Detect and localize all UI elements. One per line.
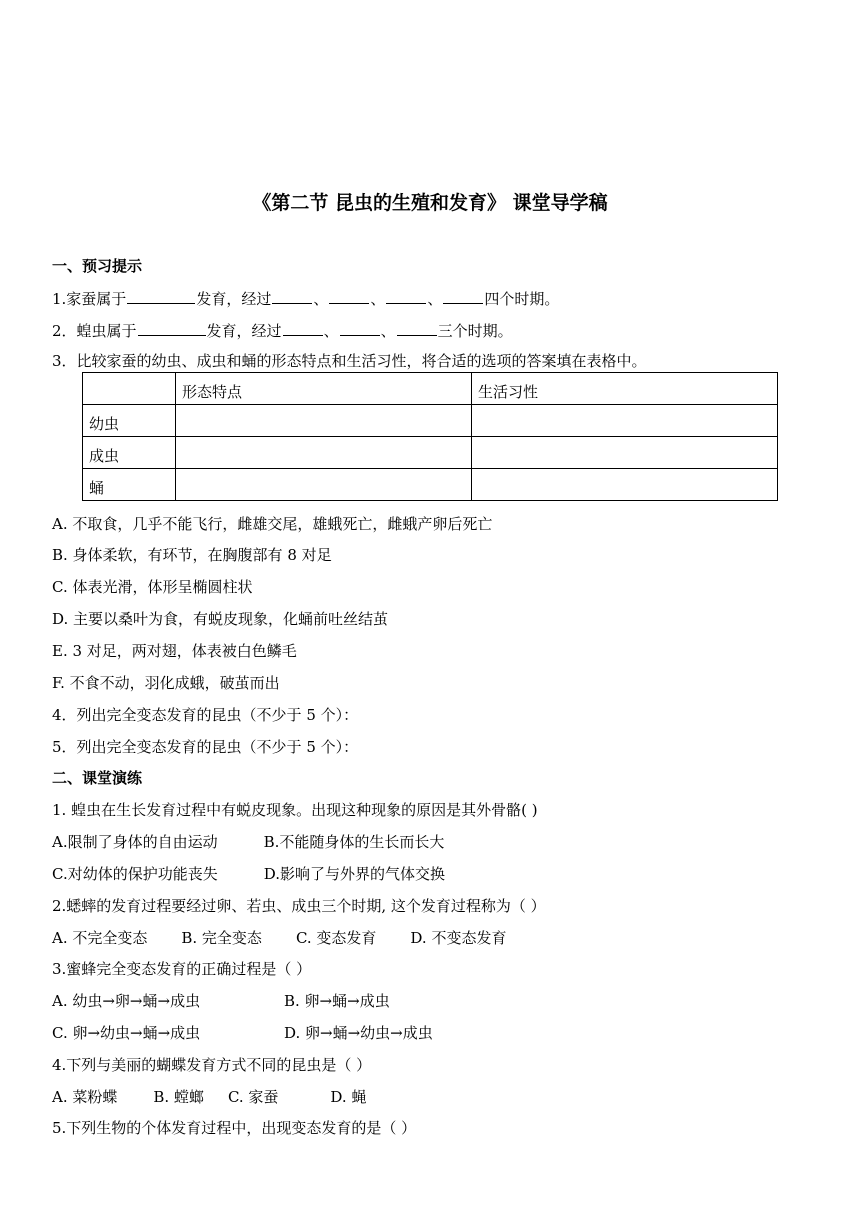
preview-question-4: 4．列出完全变态发育的昆虫（不少于 5 个）： xyxy=(52,706,359,724)
practice-question-1-options-row-2 xyxy=(52,864,445,884)
preview-question-1: 1.家蚕属于 发育，经过 、 、 、 四个时期。 xyxy=(52,290,560,308)
answer-blank[interactable] xyxy=(329,288,369,304)
choice-option[interactable]: D.影响了与外界的气体交换 xyxy=(263,865,445,883)
table-answer-cell[interactable] xyxy=(472,469,778,501)
answer-blank[interactable] xyxy=(283,320,323,336)
table-header-cell xyxy=(83,373,176,405)
table-row xyxy=(83,469,778,501)
option-a: A. 不取食，几乎不能飞行，雌雄交尾，雄蛾死亡，雌蛾产卵后死亡 xyxy=(52,515,493,533)
practice-question-5: 5.下列生物的个体发育过程中，出现变态发育的是（ ） xyxy=(52,1119,417,1137)
answer-blank[interactable] xyxy=(397,320,437,336)
choice-option[interactable]: A. 不完全变态 xyxy=(52,929,148,947)
table-row-label: 蛹 xyxy=(83,469,176,501)
answer-blank[interactable] xyxy=(386,288,426,304)
choice-option[interactable]: B. 螳螂 xyxy=(153,1088,204,1106)
table-answer-cell[interactable] xyxy=(176,437,472,469)
choice-option[interactable]: B.不能随身体的生长而长大 xyxy=(263,833,445,851)
table-row xyxy=(83,373,778,405)
section-heading-preview: 一、预习提示 xyxy=(52,257,143,275)
table-row xyxy=(83,405,778,437)
option-e: E. 3 对足，两对翅，体表被白色鳞毛 xyxy=(52,642,297,660)
practice-question-3: 3.蜜蜂完全变态发育的正确过程是（ ） xyxy=(52,960,312,978)
answer-blank[interactable] xyxy=(443,288,483,304)
choice-option[interactable]: A. 幼虫→卵→蛹→成虫 xyxy=(52,992,201,1010)
comparison-table xyxy=(82,372,778,501)
choice-option[interactable]: D. 卵→蛹→幼虫→成虫 xyxy=(284,1024,433,1042)
table-answer-cell[interactable] xyxy=(472,437,778,469)
table-answer-cell[interactable] xyxy=(176,469,472,501)
page-title: 《第二节 昆虫的生殖和发育》 课堂导学稿 xyxy=(252,192,608,214)
practice-question-4-options xyxy=(52,1087,366,1107)
practice-question-2-options xyxy=(52,928,506,948)
answer-blank[interactable] xyxy=(127,288,195,304)
practice-question-2: 2.蟋蟀的发育过程要经过卵、若虫、成虫三个时期, 这个发育过程称为（ ） xyxy=(52,897,546,915)
table-answer-cell[interactable] xyxy=(176,405,472,437)
table-row-label: 幼虫 xyxy=(83,405,176,437)
table-row-label: 成虫 xyxy=(83,437,176,469)
option-d: D. 主要以桑叶为食，有蜕皮现象，化蛹前吐丝结茧 xyxy=(52,610,389,628)
preview-question-5: 5．列出完全变态发育的昆虫（不少于 5 个）： xyxy=(52,738,359,756)
practice-question-4: 4.下列与美丽的蝴蝶发育方式不同的昆虫是（ ） xyxy=(52,1056,372,1074)
option-c: C. 体表光滑，体形呈椭圆柱状 xyxy=(52,578,253,596)
choice-option[interactable]: D. 蝇 xyxy=(330,1088,367,1106)
choice-option[interactable]: C. 卵→幼虫→蛹→成虫 xyxy=(52,1024,201,1042)
preview-question-3: 3．比较家蚕的幼虫、成虫和蛹的形态特点和生活习性，将合适的选项的答案填在表格中。 xyxy=(52,352,647,370)
table-row xyxy=(83,437,778,469)
option-b: B. 身体柔软，有环节，在胸腹部有 8 对足 xyxy=(52,546,332,564)
section-heading-practice: 二、课堂演练 xyxy=(52,769,143,787)
table-header-cell: 形态特点 xyxy=(176,373,472,405)
choice-option[interactable]: C.对幼体的保护功能丧失 xyxy=(52,865,218,883)
table-answer-cell[interactable] xyxy=(472,405,778,437)
choice-option[interactable]: D. 不变态发育 xyxy=(410,929,507,947)
practice-question-1: 1. 蝗虫在生长发育过程中有蜕皮现象。出现这种现象的原因是其外骨骼( ) xyxy=(52,801,538,819)
answer-blank[interactable] xyxy=(272,288,312,304)
practice-question-3-options-row-1 xyxy=(52,991,390,1011)
practice-question-1-options-row-1 xyxy=(52,832,444,852)
answer-blank[interactable] xyxy=(340,320,380,336)
choice-option[interactable]: B. 卵→蛹→成虫 xyxy=(284,992,390,1010)
table-header-cell: 生活习性 xyxy=(472,373,778,405)
preview-question-2: 2．蝗虫属于 发育，经过 、 、 三个时期。 xyxy=(52,322,513,340)
choice-option[interactable]: A. 菜粉蝶 xyxy=(52,1088,118,1106)
practice-question-3-options-row-2 xyxy=(52,1023,433,1043)
answer-blank[interactable] xyxy=(138,320,206,336)
choice-option[interactable]: C. 变态发育 xyxy=(295,929,377,947)
option-f: F. 不食不动，羽化成蛾，破茧而出 xyxy=(52,674,280,692)
choice-option[interactable]: B. 完全变态 xyxy=(181,929,262,947)
choice-option[interactable]: A.限制了身体的自由运动 xyxy=(52,833,218,851)
choice-option[interactable]: C. 家蚕 xyxy=(227,1088,279,1106)
